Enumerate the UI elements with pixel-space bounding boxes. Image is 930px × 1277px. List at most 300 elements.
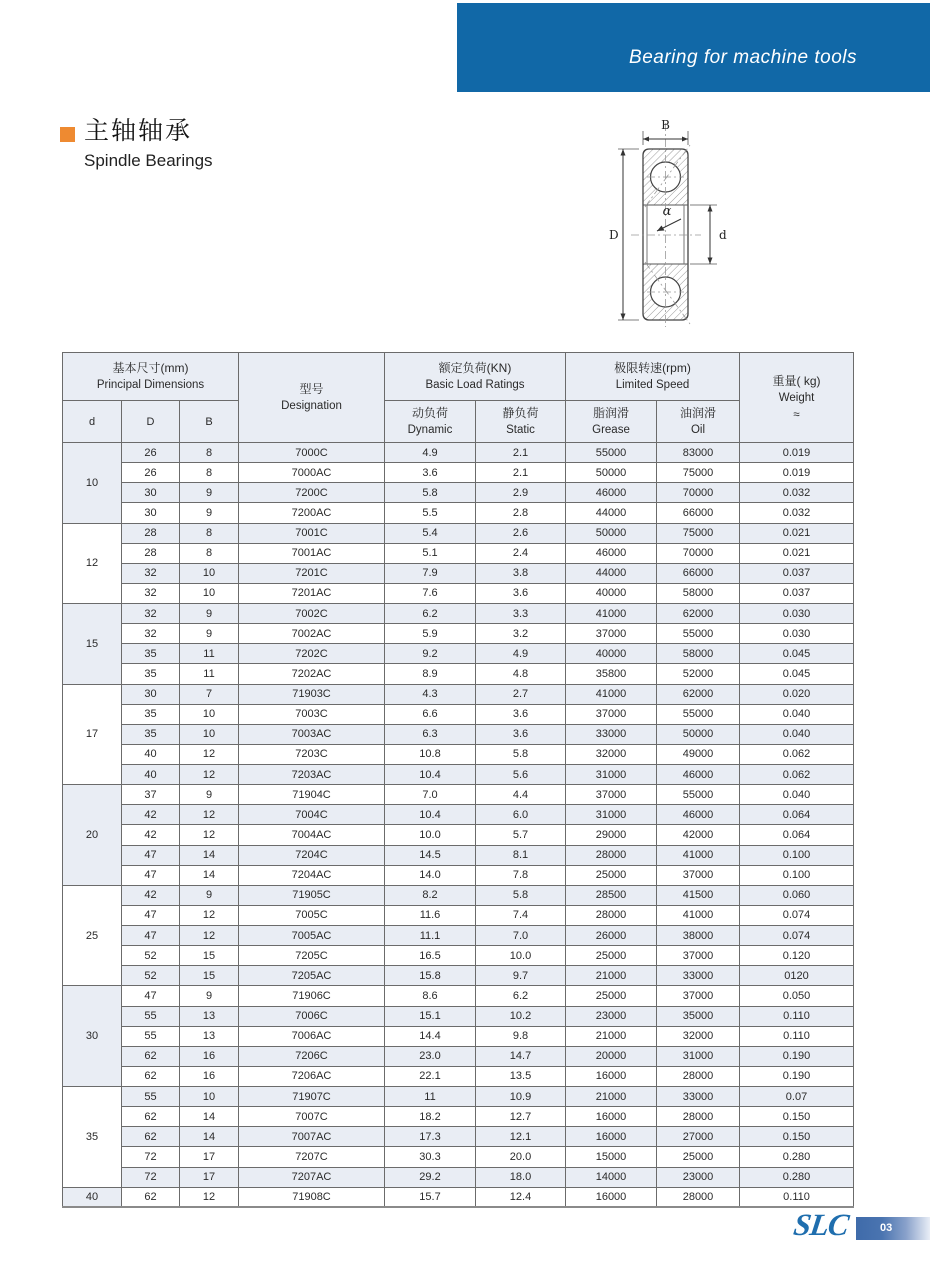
- table-row: [63, 865, 854, 885]
- cell-oil-speed: 46000: [657, 805, 740, 825]
- cell-static-load: 3.2: [476, 624, 566, 644]
- cell-D: 35: [122, 704, 180, 724]
- cell-designation: 7000C: [239, 443, 385, 463]
- cell-grease-speed: 46000: [566, 483, 657, 503]
- cell-dynamic-load: 5.5: [385, 503, 476, 523]
- cell-D: 30: [122, 503, 180, 523]
- cell-designation: 7002AC: [239, 624, 385, 644]
- cell-B: 9: [180, 885, 239, 905]
- cell-designation: 71906C: [239, 986, 385, 1006]
- cell-D: 30: [122, 684, 180, 704]
- cell-oil-speed: 41000: [657, 845, 740, 865]
- cell-dynamic-load: 7.9: [385, 563, 476, 583]
- table-row: [63, 1187, 854, 1207]
- cell-designation: 7005C: [239, 905, 385, 925]
- table-row: [63, 463, 854, 483]
- cell-dynamic-load: 7.6: [385, 583, 476, 603]
- table-row: [63, 1026, 854, 1046]
- cell-grease-speed: 40000: [566, 583, 657, 603]
- section-title-block: [60, 116, 213, 171]
- cell-bore-diameter-d: 12: [63, 523, 122, 604]
- cell-static-load: 12.4: [476, 1187, 566, 1207]
- bearing-cross-section-diagram: [595, 115, 745, 333]
- cell-static-load: 9.7: [476, 966, 566, 986]
- cell-weight: 0.060: [740, 885, 854, 905]
- cell-dynamic-load: 10.4: [385, 765, 476, 785]
- cell-grease-speed: 16000: [566, 1187, 657, 1207]
- cell-grease-speed: 15000: [566, 1147, 657, 1167]
- cell-D: 52: [122, 946, 180, 966]
- cell-B: 8: [180, 463, 239, 483]
- cell-grease-speed: 50000: [566, 463, 657, 483]
- table-row: [63, 785, 854, 805]
- cell-dynamic-load: 22.1: [385, 1066, 476, 1086]
- cell-designation: 7206C: [239, 1046, 385, 1066]
- cell-weight: 0.074: [740, 926, 854, 946]
- banner-title: Bearing for machine tools: [629, 47, 857, 68]
- cell-oil-speed: 33000: [657, 966, 740, 986]
- cell-dynamic-load: 5.4: [385, 523, 476, 543]
- cell-grease-speed: 41000: [566, 604, 657, 624]
- cell-dynamic-load: 30.3: [385, 1147, 476, 1167]
- cell-D: 72: [122, 1167, 180, 1187]
- cell-oil-speed: 42000: [657, 825, 740, 845]
- cell-designation: 7202C: [239, 644, 385, 664]
- cell-oil-speed: 41500: [657, 885, 740, 905]
- cell-designation: 7007AC: [239, 1127, 385, 1147]
- cell-B: 15: [180, 966, 239, 986]
- cell-weight: 0.064: [740, 805, 854, 825]
- table-header-sub-row: [63, 401, 854, 443]
- header-B: B: [180, 401, 239, 443]
- table-row: [63, 624, 854, 644]
- cell-static-load: 5.6: [476, 765, 566, 785]
- cell-D: 26: [122, 463, 180, 483]
- cell-designation: 7002C: [239, 604, 385, 624]
- cell-dynamic-load: 14.5: [385, 845, 476, 865]
- cell-D: 28: [122, 543, 180, 563]
- section-title-en: Spindle Bearings: [84, 151, 213, 170]
- cell-D: 55: [122, 1026, 180, 1046]
- cell-oil-speed: 75000: [657, 523, 740, 543]
- cell-grease-speed: 23000: [566, 1006, 657, 1026]
- table-row: [63, 946, 854, 966]
- cell-B: 16: [180, 1066, 239, 1086]
- cell-D: 47: [122, 986, 180, 1006]
- cell-grease-speed: 40000: [566, 644, 657, 664]
- cell-weight: 0.07: [740, 1087, 854, 1107]
- header-dynamic: 动负荷 Dynamic: [385, 401, 476, 443]
- cell-bore-diameter-d: 10: [63, 443, 122, 524]
- cell-designation: 7003AC: [239, 724, 385, 744]
- cell-B: 8: [180, 543, 239, 563]
- cell-D: 52: [122, 966, 180, 986]
- cell-oil-speed: 55000: [657, 785, 740, 805]
- cell-dynamic-load: 14.4: [385, 1026, 476, 1046]
- cell-grease-speed: 31000: [566, 805, 657, 825]
- cell-weight: 0.019: [740, 463, 854, 483]
- cell-oil-speed: 32000: [657, 1026, 740, 1046]
- header-principal-dimensions: 基本尺寸(mm) Principal Dimensions: [63, 353, 239, 401]
- table-row: [63, 765, 854, 785]
- cell-dynamic-load: 9.2: [385, 644, 476, 664]
- cell-B: 17: [180, 1167, 239, 1187]
- cell-B: 8: [180, 443, 239, 463]
- page-number: 03: [880, 1222, 893, 1234]
- cell-weight: 0.074: [740, 905, 854, 925]
- cell-D: 42: [122, 805, 180, 825]
- cell-designation: 7203AC: [239, 765, 385, 785]
- cell-dynamic-load: 18.2: [385, 1107, 476, 1127]
- cell-grease-speed: 37000: [566, 785, 657, 805]
- cell-weight: 0.064: [740, 825, 854, 845]
- cell-dynamic-load: 8.2: [385, 885, 476, 905]
- dimension-D-label: D: [609, 228, 619, 242]
- cell-B: 17: [180, 1147, 239, 1167]
- header-d: d: [63, 401, 122, 443]
- cell-static-load: 13.5: [476, 1066, 566, 1086]
- cell-weight: 0.050: [740, 986, 854, 1006]
- table-row: [63, 1107, 854, 1127]
- cell-weight: 0120: [740, 966, 854, 986]
- cell-B: 9: [180, 503, 239, 523]
- cell-D: 72: [122, 1147, 180, 1167]
- cell-weight: 0.280: [740, 1147, 854, 1167]
- cell-grease-speed: 44000: [566, 563, 657, 583]
- cell-D: 62: [122, 1046, 180, 1066]
- cell-static-load: 3.8: [476, 563, 566, 583]
- cell-B: 13: [180, 1026, 239, 1046]
- cell-static-load: 5.8: [476, 885, 566, 905]
- header-designation: 型号 Designation: [239, 353, 385, 443]
- table-row: [63, 1066, 854, 1086]
- cell-static-load: 4.4: [476, 785, 566, 805]
- table-row: [63, 926, 854, 946]
- cell-weight: 0.150: [740, 1107, 854, 1127]
- table-row: [63, 966, 854, 986]
- table-row: [63, 1147, 854, 1167]
- cell-D: 62: [122, 1107, 180, 1127]
- cell-oil-speed: 58000: [657, 583, 740, 603]
- cell-D: 47: [122, 905, 180, 925]
- cell-static-load: 2.7: [476, 684, 566, 704]
- cell-static-load: 7.8: [476, 865, 566, 885]
- cell-static-load: 5.8: [476, 744, 566, 764]
- cell-weight: 0.100: [740, 845, 854, 865]
- table-row: [63, 825, 854, 845]
- cell-oil-speed: 62000: [657, 604, 740, 624]
- cell-designation: 7205C: [239, 946, 385, 966]
- cell-weight: 0.032: [740, 503, 854, 523]
- header-grease: 脂润滑 Grease: [566, 401, 657, 443]
- cell-weight: 0.037: [740, 563, 854, 583]
- cell-dynamic-load: 8.9: [385, 664, 476, 684]
- section-title-zh: 主轴轴承: [84, 117, 193, 145]
- cell-weight: 0.110: [740, 1006, 854, 1026]
- cell-D: 32: [122, 624, 180, 644]
- cell-B: 9: [180, 624, 239, 644]
- cell-designation: 7204C: [239, 845, 385, 865]
- cell-B: 12: [180, 805, 239, 825]
- table-row: [63, 1087, 854, 1107]
- table-header-group-row: [63, 353, 854, 401]
- cell-B: 9: [180, 986, 239, 1006]
- cell-designation: 7206AC: [239, 1066, 385, 1086]
- cell-oil-speed: 37000: [657, 946, 740, 966]
- cell-static-load: 14.7: [476, 1046, 566, 1066]
- table-body: [63, 443, 854, 1208]
- table-row: [63, 724, 854, 744]
- cell-oil-speed: 33000: [657, 1087, 740, 1107]
- cell-designation: 71903C: [239, 684, 385, 704]
- cell-dynamic-load: 10.0: [385, 825, 476, 845]
- cell-bore-diameter-d: 35: [63, 1087, 122, 1188]
- cell-weight: 0.021: [740, 543, 854, 563]
- cell-D: 47: [122, 926, 180, 946]
- cell-oil-speed: 37000: [657, 865, 740, 885]
- cell-weight: 0.190: [740, 1066, 854, 1086]
- cell-D: 32: [122, 583, 180, 603]
- table-row: [63, 986, 854, 1006]
- cell-weight: 0.032: [740, 483, 854, 503]
- cell-dynamic-load: 4.9: [385, 443, 476, 463]
- header-static: 静负荷 Static: [476, 401, 566, 443]
- cell-grease-speed: 50000: [566, 523, 657, 543]
- cell-grease-speed: 35800: [566, 664, 657, 684]
- cell-weight: 0.120: [740, 946, 854, 966]
- cell-static-load: 2.4: [476, 543, 566, 563]
- cell-grease-speed: 14000: [566, 1167, 657, 1187]
- cell-D: 42: [122, 885, 180, 905]
- cell-grease-speed: 21000: [566, 1026, 657, 1046]
- cell-D: 28: [122, 523, 180, 543]
- cell-bore-diameter-d: 30: [63, 986, 122, 1087]
- table-row: [63, 684, 854, 704]
- cell-static-load: 4.8: [476, 664, 566, 684]
- cell-B: 10: [180, 704, 239, 724]
- cell-dynamic-load: 15.7: [385, 1187, 476, 1207]
- cell-dynamic-load: 15.1: [385, 1006, 476, 1026]
- cell-B: 10: [180, 1087, 239, 1107]
- table-row: [63, 805, 854, 825]
- cell-grease-speed: 31000: [566, 765, 657, 785]
- cell-B: 12: [180, 765, 239, 785]
- table-row: [63, 1167, 854, 1187]
- header-weight: 重量( kg) Weight ≈: [740, 353, 854, 443]
- cell-grease-speed: 32000: [566, 744, 657, 764]
- cell-bore-diameter-d: 17: [63, 684, 122, 785]
- cell-D: 62: [122, 1066, 180, 1086]
- table-row: [63, 523, 854, 543]
- cell-grease-speed: 28000: [566, 845, 657, 865]
- table-row: [63, 1006, 854, 1026]
- cell-weight: 0.100: [740, 865, 854, 885]
- cell-weight: 0.019: [740, 443, 854, 463]
- cell-static-load: 5.7: [476, 825, 566, 845]
- table-row: [63, 543, 854, 563]
- cell-static-load: 6.0: [476, 805, 566, 825]
- cell-static-load: 18.0: [476, 1167, 566, 1187]
- cell-dynamic-load: 7.0: [385, 785, 476, 805]
- cell-oil-speed: 62000: [657, 684, 740, 704]
- cell-weight: 0.110: [740, 1187, 854, 1207]
- orange-square-bullet-icon: [60, 127, 75, 142]
- cell-B: 12: [180, 905, 239, 925]
- cell-B: 14: [180, 865, 239, 885]
- cell-dynamic-load: 5.1: [385, 543, 476, 563]
- table-row: [63, 845, 854, 865]
- cell-bore-diameter-d: 40: [63, 1187, 122, 1207]
- page-number-badge: [856, 1217, 930, 1240]
- cell-weight: 0.040: [740, 724, 854, 744]
- cell-grease-speed: 37000: [566, 704, 657, 724]
- cell-D: 30: [122, 483, 180, 503]
- cell-grease-speed: 20000: [566, 1046, 657, 1066]
- cell-dynamic-load: 4.3: [385, 684, 476, 704]
- dimension-B-label: B: [661, 118, 670, 132]
- cell-dynamic-load: 15.8: [385, 966, 476, 986]
- cell-oil-speed: 37000: [657, 986, 740, 1006]
- cell-designation: 7207C: [239, 1147, 385, 1167]
- cell-weight: 0.037: [740, 583, 854, 603]
- cell-designation: 7200AC: [239, 503, 385, 523]
- cell-oil-speed: 23000: [657, 1167, 740, 1187]
- cell-designation: 7000AC: [239, 463, 385, 483]
- cell-dynamic-load: 11.1: [385, 926, 476, 946]
- cell-B: 9: [180, 604, 239, 624]
- cell-designation: 7004C: [239, 805, 385, 825]
- cell-D: 47: [122, 845, 180, 865]
- cell-oil-speed: 46000: [657, 765, 740, 785]
- cell-designation: 7001C: [239, 523, 385, 543]
- cell-designation: 71904C: [239, 785, 385, 805]
- cell-D: 32: [122, 604, 180, 624]
- cell-designation: 7202AC: [239, 664, 385, 684]
- cell-designation: 7006C: [239, 1006, 385, 1026]
- header-D: D: [122, 401, 180, 443]
- cell-grease-speed: 55000: [566, 443, 657, 463]
- header-banner: [457, 3, 930, 92]
- cell-B: 9: [180, 785, 239, 805]
- cell-designation: 71908C: [239, 1187, 385, 1207]
- cell-static-load: 3.3: [476, 604, 566, 624]
- cell-B: 10: [180, 724, 239, 744]
- cell-designation: 7006AC: [239, 1026, 385, 1046]
- header-basic-load-ratings: 额定负荷(KN) Basic Load Ratings: [385, 353, 566, 401]
- table-row: [63, 583, 854, 603]
- cell-bore-diameter-d: 25: [63, 885, 122, 986]
- cell-B: 9: [180, 483, 239, 503]
- cell-D: 40: [122, 744, 180, 764]
- cell-static-load: 3.6: [476, 583, 566, 603]
- cell-D: 37: [122, 785, 180, 805]
- cell-B: 10: [180, 583, 239, 603]
- cell-B: 10: [180, 563, 239, 583]
- table-row: [63, 1046, 854, 1066]
- cell-weight: 0.021: [740, 523, 854, 543]
- cell-B: 12: [180, 1187, 239, 1207]
- cell-oil-speed: 35000: [657, 1006, 740, 1026]
- cell-grease-speed: 46000: [566, 543, 657, 563]
- cell-grease-speed: 16000: [566, 1107, 657, 1127]
- cell-oil-speed: 66000: [657, 563, 740, 583]
- cell-dynamic-load: 10.8: [385, 744, 476, 764]
- table-row: [63, 704, 854, 724]
- cell-weight: 0.280: [740, 1167, 854, 1187]
- cell-oil-speed: 28000: [657, 1107, 740, 1127]
- cell-B: 11: [180, 664, 239, 684]
- cell-designation: 7001AC: [239, 543, 385, 563]
- cell-B: 13: [180, 1006, 239, 1026]
- cell-oil-speed: 31000: [657, 1046, 740, 1066]
- cell-grease-speed: 28500: [566, 885, 657, 905]
- cell-B: 12: [180, 744, 239, 764]
- cell-D: 35: [122, 724, 180, 744]
- cell-weight: 0.030: [740, 604, 854, 624]
- cell-grease-speed: 37000: [566, 624, 657, 644]
- cell-B: 11: [180, 644, 239, 664]
- cell-grease-speed: 44000: [566, 503, 657, 523]
- cell-designation: 7205AC: [239, 966, 385, 986]
- cell-dynamic-load: 11: [385, 1087, 476, 1107]
- bearing-spec-table: [62, 352, 854, 1208]
- cell-oil-speed: 28000: [657, 1187, 740, 1207]
- table-row: [63, 885, 854, 905]
- cell-designation: 7200C: [239, 483, 385, 503]
- cell-oil-speed: 58000: [657, 644, 740, 664]
- cell-grease-speed: 41000: [566, 684, 657, 704]
- cell-grease-speed: 21000: [566, 966, 657, 986]
- cell-oil-speed: 70000: [657, 483, 740, 503]
- alpha-label: α: [662, 204, 672, 219]
- cell-weight: 0.045: [740, 644, 854, 664]
- cell-bore-diameter-d: 20: [63, 785, 122, 886]
- cell-static-load: 7.0: [476, 926, 566, 946]
- cell-dynamic-load: 10.4: [385, 805, 476, 825]
- cell-dynamic-load: 8.6: [385, 986, 476, 1006]
- cell-dynamic-load: 14.0: [385, 865, 476, 885]
- cell-weight: 0.040: [740, 785, 854, 805]
- cell-B: 7: [180, 684, 239, 704]
- cell-weight: 0.040: [740, 704, 854, 724]
- cell-B: 8: [180, 523, 239, 543]
- cell-D: 26: [122, 443, 180, 463]
- table-row: [63, 604, 854, 624]
- cell-B: 12: [180, 926, 239, 946]
- cell-dynamic-load: 3.6: [385, 463, 476, 483]
- cell-oil-speed: 75000: [657, 463, 740, 483]
- cell-static-load: 10.0: [476, 946, 566, 966]
- cell-static-load: 2.9: [476, 483, 566, 503]
- cell-B: 14: [180, 1127, 239, 1147]
- cell-dynamic-load: 6.6: [385, 704, 476, 724]
- cell-B: 12: [180, 825, 239, 845]
- cell-oil-speed: 50000: [657, 724, 740, 744]
- cell-oil-speed: 25000: [657, 1147, 740, 1167]
- cell-grease-speed: 25000: [566, 946, 657, 966]
- cell-oil-speed: 66000: [657, 503, 740, 523]
- cell-grease-speed: 28000: [566, 905, 657, 925]
- cell-static-load: 12.7: [476, 1107, 566, 1127]
- cell-dynamic-load: 6.2: [385, 604, 476, 624]
- table-row: [63, 664, 854, 684]
- table-row: [63, 905, 854, 925]
- cell-oil-speed: 38000: [657, 926, 740, 946]
- cell-D: 62: [122, 1187, 180, 1207]
- cell-oil-speed: 55000: [657, 624, 740, 644]
- cell-grease-speed: 21000: [566, 1087, 657, 1107]
- cell-weight: 0.062: [740, 744, 854, 764]
